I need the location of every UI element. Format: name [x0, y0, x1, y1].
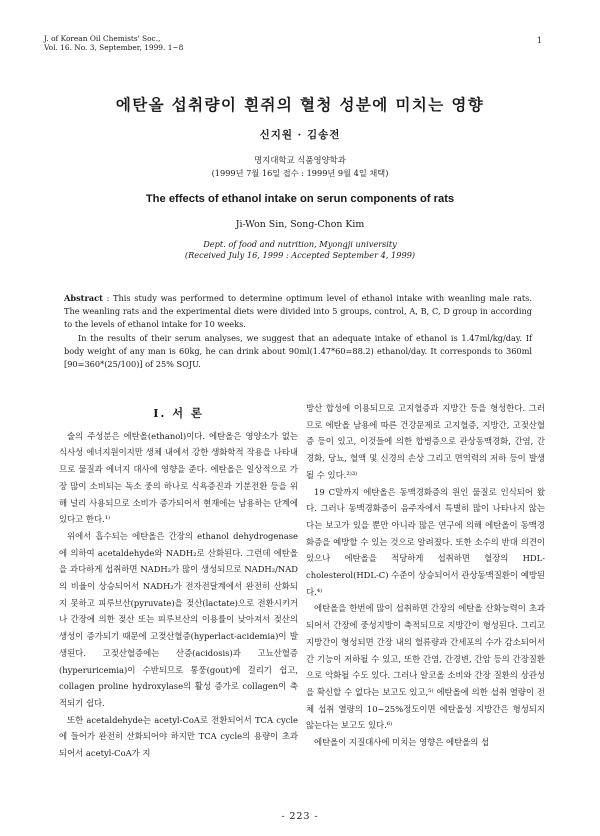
- english-affiliation: Dept. of food and nutrition, Myongji university: [203, 239, 397, 249]
- korean-title: 에탄올 섭취량이 흰쥐의 혈청 성분에 미치는 영향: [115, 95, 485, 114]
- abstract: [64, 292, 532, 371]
- abstract-para-2: In the results of their serum analyses, we suggest that an adequate intake of ethanol is 1.47ml/kg/day. If body weight of any man is 60kg, he can drink about 90ml(1.47*60=88.2) ethanol/day. It corresponds to 360ml [90=360*(25/100)] of 25% SOJU.: [64, 332, 532, 370]
- page-footer: - 223 -: [281, 811, 319, 822]
- body-paragraph: 위에서 흡수되는 에탄올은 간장의 ethanol dehydrogenase에 의하여 acetaldehyde와 NADH₂로 산화된다. 그런데 에탄올을 과다하게 섭취하면 NADH₂가 많이 생성되므로 NADH₂/NAD의 비율이 상승되어서 NADH₂가 전자전달계에서 완전히 산화되지 못하고 피루브산(pyruvate)을 젖산(lactate)으로 전환시키거나 간장에 의한 젖산 또는 피루브산의 이용률이 낮아져서 젖산의 생성이 증가되기 때문에 고젖산혈증(hyperlact-acidemia)이 발생된다. 고젖산혈증에는 산증(acidosis)과 고뇨산혈증(hyperuricemia)이 수반되므로 통풍(gout)에 걸리기 쉽고, collagen proline hydroxylase의 활성 증가로 collagen이 축적되기 쉽다.: [59, 530, 298, 708]
- journal-volume: Vol. 16. No. 3, September, 1999. 1~8: [44, 43, 184, 52]
- korean-dates: (1999년 7월 16일 접수 : 1999년 9월 4일 채택): [211, 168, 389, 178]
- english-authors: Ji-Won Sin, Song-Chon Kim: [235, 219, 365, 230]
- english-affiliation-block: [0, 239, 600, 261]
- body-paragraph: 19 C말까지 에탄올은 동맥경화증의 원인 물질로 인식되어 왔다. 그러나 동맥경화증이 음주자에서 특별히 많이 나타나지 않는다는 보고가 있을 뿐만 아니라 많은 연구에 의해 에탄올이 동맥경화증을 예방할 수 있는 것으로 알려졌다. 또한 소수의 반대 의견이 있으나 에탄올을 적당하게 섭취하면 혈장의 HDL-cholesterol(HDL-C) 수준이 상승되어서 관상동맥질환이 예방된다.⁴⁾: [306, 486, 545, 597]
- journal-header: [44, 34, 183, 52]
- body-paragraph: 방산 합성에 이용되므로 고지혈증과 지방간 등을 형성한다. 그러므로 에탄올 남용에 따른 건강문제로 고지혈증, 지방간, 고젖산혈증 등이 있고, 이것들에 의한 합병증으로 관상동맥경화, 간염, 간경화, 당뇨, 혈액 및 신경의 손상 그리고 면역력의 저하 등이 발생될 수 있다.²⁾³⁾: [306, 403, 545, 480]
- page-number: 1: [536, 36, 542, 45]
- body-right-column: [306, 400, 545, 751]
- journal-name: J. of Korean Oil Chemists' Soc.,: [44, 34, 161, 43]
- body-paragraph: 술의 주성분은 에탄올(ethanol)이다. 에탄올은 영양소가 없는 식사성 에너지원이지만 생체 내에서 강한 생화학적 작용을 나타내므로 물질과 에너지 대사에 영향을 준다. 에탄올은 일상적으로 가장 많이 소비되는 독소 중의 하나로 식욕증진과 기분전환 등을 위해 널리 사용되므로 소비가 증가되어서 현재에는 남용하는 단계에 있다고 한다.¹⁾: [59, 430, 298, 525]
- english-title: The effects of ethanol intake on serun components of rats: [145, 193, 455, 205]
- abstract-para-1: [64, 292, 532, 332]
- english-dates: (Received July 16, 1999 : Accepted September 4, 1999): [184, 250, 416, 260]
- section-title: Ⅰ. 서 론: [153, 406, 204, 420]
- korean-authors: 신지원 · 김송전: [259, 129, 341, 141]
- body-left-column: [59, 405, 298, 762]
- body-paragraph: 에탄올이 지질대사에 미치는 영향은 에탄올의 섭: [314, 737, 490, 748]
- korean-affiliation: 명지대학교 식품영양학과: [254, 155, 346, 165]
- abstract-text-1: : This study was performed to determine optimum level of ethanol intake with weanling male rats. The weanling rats and the experimental diets were divided into 5 groups, control, A, B, C, D group in according to the levels of ethanol intake for 10 weeks.: [64, 293, 532, 330]
- body-paragraph: 에탄올을 한번에 많이 섭취하면 간장의 에탄올 산화능력이 초과되어서 간장에 중성지방이 축적되므로 지방간이 형성된다. 그리고 지방간이 형성되면 간장 내의 혈류량과 간세포의 수가 감소되어서 간 기능이 저하될 수 있고, 또한 간염, 간경변, 간암 등의 간장질환으로 악화될 수도 있다. 그러나 알코올 소비와 간장 질환의 상관성을 확신할 수 없다는 보고도 있고,⁵⁾ 에탄올에 의한 섭취 열량이 전체 섭취 열량의 10~25%정도이면 에탄올성 지방간은 형성되지 않는다는 보고도 있다.⁶⁾: [306, 603, 545, 731]
- body-paragraph: 또한 acetaldehyde는 acetyl-CoA로 전환되어서 TCA cycle에 들어가 완전히 산화되어야 하지만 TCA cycle의 용량이 초과되어서 acetyl-CoA가 지: [59, 714, 298, 759]
- abstract-label: Abstract: [64, 293, 103, 303]
